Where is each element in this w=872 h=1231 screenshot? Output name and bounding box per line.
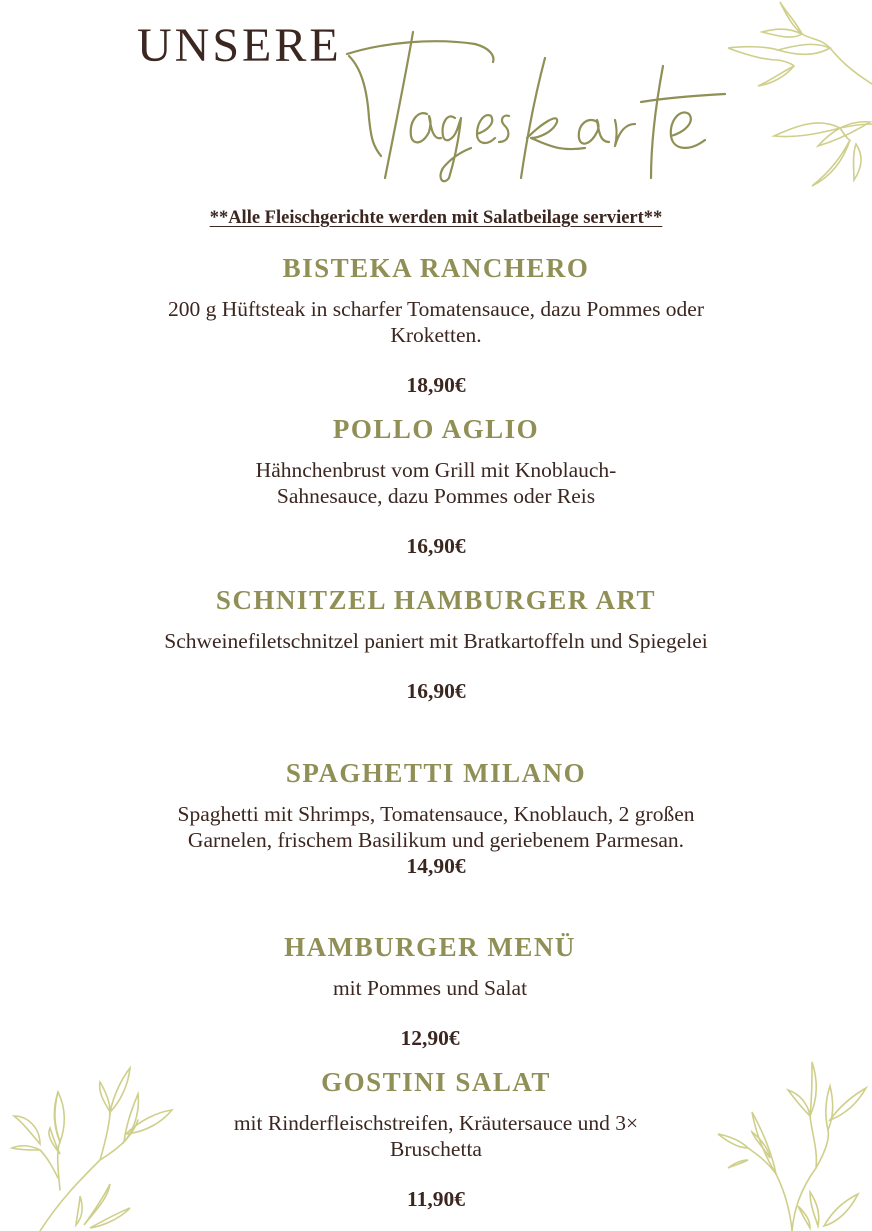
dish-name: HAMBURGER MENÜ (284, 932, 576, 962)
menu-item (0, 413, 872, 559)
dish-price: 12,90€ (400, 1026, 460, 1050)
dish-description: 200 g Hüftsteak in scharfer Tomatensauce, dazu Pommes oder Kroketten. (167, 297, 705, 347)
title-unsere: UNSERE (137, 19, 342, 72)
menu-item (0, 584, 872, 704)
dish-name: SPAGHETTI MILANO (285, 758, 587, 788)
dish-name: GOSTINI SALAT (321, 1067, 551, 1097)
dish-description: Schweinefiletschnitzel paniert mit Bratkartoffeln und Spiegelei (164, 629, 708, 653)
dish-price: 14,90€ (406, 854, 466, 878)
dish-description: Spaghetti mit Shrimps, Tomatensauce, Knoblauch, 2 großen Garnelen, frischem Basilikum und geriebenem Parmesan. (177, 802, 695, 852)
dish-price: 11,90€ (407, 1187, 465, 1211)
dish-description: mit Pommes und Salat (332, 976, 528, 1000)
title-script-tageskarte (345, 28, 745, 188)
dish-price: 18,90€ (406, 373, 466, 397)
menu-item (0, 931, 866, 1051)
dish-description: mit Rinderfleischstreifen, Kräutersauce und 3× Bruschetta (233, 1111, 639, 1161)
menu-item (0, 252, 872, 398)
menu-item (0, 1066, 872, 1212)
dish-name: POLLO AGLIO (332, 414, 540, 444)
dish-name: BISTEKA RANCHERO (282, 253, 590, 283)
dish-description: Hähnchenbrust vom Grill mit Knoblauch-Sahnesauce, dazu Pommes oder Reis (255, 458, 617, 508)
dish-name: SCHNITZEL HAMBURGER ART (215, 585, 657, 615)
dish-price: 16,90€ (406, 534, 466, 558)
salad-side-note: **Alle Fleischgerichte werden mit Salatbeilage serviert** (209, 208, 663, 228)
dish-price: 16,90€ (406, 679, 466, 703)
menu-item (0, 757, 872, 879)
